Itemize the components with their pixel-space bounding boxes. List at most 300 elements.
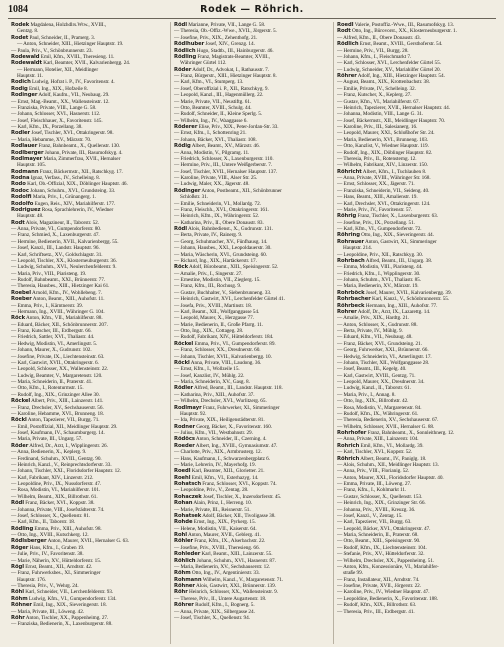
entry-surname: Rödöcs xyxy=(174,436,195,443)
entry-details: — Maria, Bedienerin, XV., Sechshauserstr. 12. xyxy=(174,563,271,570)
entry-details: Franz, Schlosser, XVI., Koppstr. 74. xyxy=(201,481,277,487)
entry-details: Wilhelm, Kanzl., V., Margaretenstr. 71. xyxy=(201,576,284,583)
entry-surname: Rödlich xyxy=(174,47,196,54)
entry-details: — Josef, Kanzl., III., Landstr. Hauptstr. 96. xyxy=(11,245,100,252)
entry-details: Franz, Bäcker, XVI., Koppstr. 38. xyxy=(24,500,95,507)
entry-details: Otto, Ing., Bürovorst., XX., Klosterneuburgerstr. 1. xyxy=(350,28,457,35)
entry-details: — Karoline, Hebamme, XVI., Brunneng. 18. xyxy=(11,410,104,417)
entry-details: Hans, Kfm., I., Graben 19. xyxy=(28,544,85,551)
entry-details: — Emma, Private, III., Löweng. 27. xyxy=(337,481,412,487)
entry-details: — Ernestine, Modistin, VII., Zieglerg. 15. xyxy=(174,277,261,283)
entry-details: — Anton, Schlosser, X., Gudrunstr. 88. xyxy=(337,321,418,328)
entry-details: Valerie, Postoffiz.-Wwe., III., Rasumofskyg. 13. xyxy=(353,22,454,28)
entry-details: — Franz, Fleischh., XVI., Ottakringerstr. 161. xyxy=(174,206,269,213)
column-1 xyxy=(8,22,170,644)
entry-details: — Franz, Schlosser, XX., Dresdnerstr. 60. xyxy=(174,347,261,354)
entry-details: — Eduard, Bäcker, XII., Schönbrunnerstr. 207. xyxy=(11,321,108,328)
entry-details: — Stefanie, Priv., XV., Hütteldorferstr. 32. xyxy=(337,551,425,558)
entry-details: — Berta, Private, IV., Mühlg. 9. xyxy=(337,328,403,334)
entry-details: — Hans, Kaufmann, I., Schwarzenbergplatz 6. xyxy=(174,455,271,462)
entry-details: — Franz, Bäcker, XVI., Grundsteing. 21. xyxy=(337,340,422,347)
entry-details: — Alois, Schuhm., XII., Meidlinger Hauptstr. 13. xyxy=(337,461,439,468)
entry-details: — Hedwig, Modistin, VI., Amerlingstr. 5. xyxy=(11,340,98,347)
entry-surname: Rodoc xyxy=(11,187,29,194)
entry-details: — Rudolf, Ing., XIX., Döblinger Hauptstr. 82. xyxy=(337,149,433,156)
entry-surname: Roebel xyxy=(11,289,32,296)
entry-details: — Otto, Kfm., I., Rotenturmstr. 15. xyxy=(11,385,84,392)
entry-details: Hugo, Stadtb., III., Hainburgerstr. 46. xyxy=(195,47,274,54)
entry-surname: Röhm xyxy=(174,570,191,577)
entry-details: — Leopold, Kanzl., III., Hagenmüllerg. 22. xyxy=(174,92,264,99)
entry-surname: Rohrer xyxy=(337,308,357,315)
entry-details: — Hermann, Hotelier, XII., Meidlinger xyxy=(17,66,99,73)
entry-details: — Maria, Schneiderin, XV., Gasg. 8. xyxy=(174,379,250,385)
entry-details: — Emil, Postoffizial, XII., Meidlinger Hauptstr. 29. xyxy=(11,423,118,430)
entry-details: Emil, Kfm., VI., Mollardg. 39. xyxy=(359,442,424,449)
entry-details: Emma, Priv., XIII., Auhofstr. 98. xyxy=(33,525,102,532)
entry-details: — Ludwig, Schneider, XV., Mariahilfer Gürtel 20. xyxy=(337,66,441,73)
entry-surname: Rodewald xyxy=(11,53,40,60)
entry-details: — Leopoldine, Priv., IX., Nussdorferstr. 47. xyxy=(11,481,102,487)
entry-details: — Rudolf, Kfm., IX., Währingerstr. 61. xyxy=(337,410,419,417)
entry-details: Karl, Ob.-Offizial, XIX., Döblinger Hauptstr. 46. xyxy=(25,181,128,188)
entry-details: — Anna, Modistin, V., Pilgramg. 11. xyxy=(174,149,250,156)
entry-details: — Charlotte, Priv., XIX., Armbrusterg. 12. xyxy=(174,449,262,456)
directory-entry xyxy=(174,615,330,621)
entry-details: — Johann, Tischler, XVII., Kalvarienbergg. 10. xyxy=(174,353,272,360)
entry-surname: Rodet xyxy=(11,34,29,41)
entry-details: — Leopold, Maurer, XXI., Schloßhofer Str. 24. xyxy=(337,130,435,137)
entry-details: — Franz, Bürgerstr., XIII., Hietzinger Hauptstr. 8. xyxy=(174,73,277,79)
entry-details: Ernst, Beamt., XVIII., Gersthoferstr. 54. xyxy=(358,41,443,48)
entry-details: Adolf, Kaufm., VII., Neubaug. 29. xyxy=(37,92,110,99)
entry-details: — Josefine, Private, IX., Liechtensteinstr. 63. xyxy=(11,353,105,360)
entry-surname: Röhr xyxy=(174,589,188,596)
entry-surname: Roedl xyxy=(174,468,191,475)
entry-details: Franz, Bahnbeamt., X., Sonnleithnerg. 12. xyxy=(366,430,455,436)
entry-surname: Röckl xyxy=(11,417,27,424)
entry-details: Karl, Beamt., XIII., Lainzerstr. 55. xyxy=(200,551,273,558)
entry-surname: Röhlich xyxy=(174,557,196,564)
entry-details: — Heinrich, Kfm., IX., Währingerstr. 52. xyxy=(174,213,260,220)
entry-surname: Rodlauer xyxy=(11,143,38,150)
entry-details: — Otto, Kanzlist, V., Wiedner Hauptstr. 119. xyxy=(337,143,429,150)
entry-details: Elise, Priv., XIX., Peter-Jordan-Str. 33. xyxy=(197,124,279,130)
entry-details: — Ernst, Kfm., I., Schottenring 21. xyxy=(174,130,247,137)
entry-details: — Karl, Gastwirt, XVIII., Gentzg. 71. xyxy=(337,372,416,379)
entry-surname: Rödl xyxy=(174,226,188,232)
entry-details: — Josef, Beamt., III., Kegelg. 40. xyxy=(337,366,407,373)
entry-details: Josef, XIV., Grenzg. 14. xyxy=(204,41,255,48)
entry-details: Alois, Gastwirt, XXI., Brünnerstr. 139. xyxy=(194,583,276,589)
entry-details: — Karl, Schlosser, XVI., Lerchenfelder Gürtel 55. xyxy=(337,60,441,67)
entry-details: Anton, Postbeamt., XII., Schönbrunner xyxy=(200,187,282,194)
entry-details: Karl, Beamter, XVII., Kalvarienbergg. 24. xyxy=(41,60,131,67)
column-2 xyxy=(170,22,333,644)
entry-surname: Rödig xyxy=(174,143,191,150)
entry-details: — Franziska, Bedienerin, X., Laxenburgerstr. 88. xyxy=(11,621,113,628)
entry-details: — Karl, Beamt., XII., Wolfganggasse 54. xyxy=(174,308,260,315)
entry-surname: Röhl xyxy=(11,589,24,596)
entry-details: — Leopold, Tischler, XX., Klosterneuburgerstr. 36. xyxy=(11,257,117,264)
entry-surname: Rödl xyxy=(11,500,25,507)
entry-details: Marianne, Private, VII., Lange G. 58. xyxy=(187,22,266,28)
entry-details: Franz, Bahnbeamt., X., Quellenstr. 130. xyxy=(37,143,121,150)
entry-details: — Karl, Drechsler, XVI., Ottakringerstr. 124. xyxy=(337,200,431,207)
entry-details: — Otto, Ing., XIX., Cottageg. 28. xyxy=(174,328,244,334)
entry-details: — Wilhelm, Drechsler, XX., Pappenheimg. 51. xyxy=(337,557,435,564)
entry-details: Maria, Priv., I., Grünangerg. 1. xyxy=(31,194,96,201)
entry-details: — Marie, Priv., IV., Favoritenstr. 57. xyxy=(337,206,413,213)
entry-details: — Anna, Private, VI., Gumpendorferstr. 80. xyxy=(11,226,102,232)
entry-details: Emil, Ing., XIX., Sieveringerstr. 18. xyxy=(31,602,107,609)
entry-details: — Helene, Modistin, VII., Kaiserstr. 64. xyxy=(174,525,257,532)
entry-details: Anton, Schneider, II., Czerning. 4. xyxy=(194,436,267,443)
entry-details: — Karoline, Private, VIII., Alser Str. 25. xyxy=(174,175,258,181)
entry-surname: Röderer xyxy=(174,124,198,130)
entry-details: — Hans, Beamt., XIII., Amalienstr. 19. xyxy=(337,194,418,201)
entry-details: Alois, Magazineur, II., Taborstr. 52. xyxy=(24,219,99,226)
entry-surname: Rohan xyxy=(174,500,193,507)
entry-details: — Gustav, Buchhalter, V., Siebenbrunneng. 33. xyxy=(174,289,272,296)
entry-surname: Röhrig xyxy=(337,213,357,220)
entry-details: Karl, Beamter, XIII., Gloriettег. 21. xyxy=(190,468,265,475)
entry-surname: Rodmann xyxy=(11,168,39,175)
entry-surname: Röhr xyxy=(11,614,25,621)
entry-surname: Rögl xyxy=(11,563,25,570)
entry-surname: Rödlich xyxy=(337,41,359,48)
entry-details: — Richard, Ing., XIX., Hartäckerstr. 17. xyxy=(174,257,257,264)
entry-details: — Josef, Fleischhauer, X., Favoritenstr. 145. xyxy=(11,117,103,124)
entry-details: — Josef, Tischler, X., Quellenstr. 94. xyxy=(174,614,250,621)
entry-details: — Franz, Installateur, XII., Arndtstr. 74. xyxy=(337,576,420,583)
entry-details: — Gustav, Schlosser, X., Quellenstr. 153. xyxy=(337,493,423,500)
entry-details: — Theresia, Priv., III., Erdbergstr. 41. xyxy=(337,608,415,615)
entry-details: Emma, Priv., VI., Gumpendorferstr. 89. xyxy=(193,340,276,347)
entry-details: Hauptstr. 105. xyxy=(17,162,46,169)
entry-details: Hauptstr. 214. xyxy=(343,245,372,252)
entry-details: Hauptstr. 11. xyxy=(17,73,44,79)
entry-details: — Karl, Gastwirt, XVII., Ottakringerstr. 6. xyxy=(11,359,99,366)
entry-details: — Gustav, Kfm., VI., Mariahilferstr. 67. xyxy=(337,98,420,105)
entry-details: Heinrich, Schlosser, XX., Wallensteinstr. 9. xyxy=(187,589,278,596)
entry-details: — Josef, Schlosser, X., Quellenstr. 81. xyxy=(11,512,91,519)
entry-details: Gentzg. 8. xyxy=(17,28,39,35)
entry-details: — Karl, Kfm., II., Taborstr. 18. xyxy=(11,519,76,526)
entry-details: Alfred, Dr., Arzt, I., Wipplingerstr. 26. xyxy=(28,442,108,449)
entry-details: — Heinrich, Gastwirt, XVI., Lerchenfelder Gürtel 41. xyxy=(174,296,285,303)
entry-details: — Theresia, Hausbes., XIII., Hietzinger Kai 61. xyxy=(11,283,110,290)
entry-details: — Rudolf, Ing., XIX., Grinzinger Allee 30. xyxy=(11,391,100,398)
entry-surname: Rödling xyxy=(11,525,34,532)
entry-details: — Anna, Priv., VIII., Florianig. 52. xyxy=(337,468,410,475)
entry-details: Währinger Gürtel 112. xyxy=(180,60,227,67)
entry-details: — Anna, Private, XIII., Lainzerstr. 104. xyxy=(337,436,419,443)
entry-details: — Amalie, Priv., I., Singerstr. 27. xyxy=(174,270,243,277)
entry-details: Rudolf, Kfm., I., Bognerg. 5. xyxy=(193,602,255,609)
entry-details: — Anna, Bedienerin, X., Keplerg. 9. xyxy=(11,449,87,456)
entry-details: Karl, Kanzl., V., Schönbrunnerstr. 55. xyxy=(370,296,450,303)
entry-details: — Julius, Kfm., VII., Westbahnstr. 29. xyxy=(174,430,253,436)
entry-surname: Rohrhofer xyxy=(337,430,367,436)
entry-details: — Anton, Schneider, XIII., Hietzinger Hauptstr. 19. xyxy=(17,41,124,48)
entry-details: — Wilhelm, Schlosser, XVII., Hernalser G. 88. xyxy=(337,423,435,430)
entry-details: — Franz, Kutscher, X., Keplerg. 27. xyxy=(337,92,412,99)
entry-surname: Rodner xyxy=(174,423,195,430)
entry-surname: Rodich xyxy=(11,79,31,86)
entry-details: Rosa, Sprachlehrerin, IV., Wiedner xyxy=(40,206,114,213)
entry-details: Ignaz, Verfass., IV., Schelleing. 8. xyxy=(29,175,101,181)
entry-surname: Rohrich xyxy=(337,442,360,449)
entry-details: — Ferdinand, Schuhm., XVIII., Gentzg. 90. xyxy=(11,455,102,462)
entry-details: Albert, Ing., XVIII., Gymnasiumstr. 47. xyxy=(194,442,278,449)
entry-details: Ernst, Beamt., XII., Arndtstr. 42. xyxy=(24,563,93,570)
entry-details: Anton, Kfm., VII., Mariahilferstr. 88. xyxy=(25,315,103,322)
entry-details: — Julie, Priv., IV., Favoritenstr. 38. xyxy=(11,551,84,558)
entry-details: Adolf, Bürobeamt., XIII., Speisingerstr. 52. xyxy=(188,264,279,271)
entry-details: — Leopold, Maurer, XX., Dresdnerstr. 34. xyxy=(337,379,425,385)
entry-details: — Ludwig, Maler, XX., Jägerstr. 48. xyxy=(174,181,250,188)
entry-surname: Rodo xyxy=(11,181,26,188)
entry-details: Magdalena, Holzhdlrs.Wtw., XVIII., xyxy=(29,22,107,28)
entry-details: — Marie, Private, III., Reisnerstr. 51. xyxy=(174,506,251,513)
entry-surname: Rodewaldt xyxy=(11,60,42,67)
entry-details: Albert, Kfm., I., Tuchlauben 8. xyxy=(361,168,427,175)
entry-details: — Marie, Bedienerin, II., Große Pfarrg. 11. xyxy=(174,321,264,328)
page-number: 1084 xyxy=(8,4,28,15)
entry-surname: Rödler xyxy=(174,385,194,392)
entry-details: Albert, Beamt., IV., Paniglg. 18. xyxy=(359,455,427,462)
entry-surname: Rödling xyxy=(174,53,197,60)
column-3 xyxy=(333,22,496,644)
entry-details: — Rudolf, Schneider, II., Kleine Sperlg. 5. xyxy=(174,111,263,118)
entry-details: Ludwig, Hofrat i. P., IV., Favoritenstr. 4. xyxy=(30,79,115,86)
entry-surname: Rödlhuber xyxy=(174,41,205,48)
entry-details: — Wilhelm, Drechsler, XVI., Wurlitzerg. 65. xyxy=(174,398,267,405)
page-header xyxy=(8,4,496,19)
entry-surname: Röger xyxy=(11,544,29,551)
entry-details: Johann, Private, III., Rasumofskyg. 4. xyxy=(43,149,123,156)
entry-details: — Ludwig, Kanzl., II., Taborstr. 61. xyxy=(337,385,411,392)
entry-details: Maria, Zimmerfrau, XVII., Hernalser xyxy=(42,155,121,162)
entry-surname: Rodlmayr xyxy=(174,404,202,411)
entry-details: — Josef, Bäckermstr., XII., Meidlinger Hauptstr. 70. xyxy=(337,117,446,124)
entry-details: — Karl, Kfm., IX., Porzellang. 38. xyxy=(11,124,83,130)
entry-details: — Therese, Priv., II., Untere Augartenstr. 18. xyxy=(174,595,267,602)
entry-details: — Otto, Ing., XIX., Billrothstr. 42. xyxy=(337,398,409,405)
entry-details: — Maria, Priv., VIII., Piaristeng. 19. xyxy=(11,270,87,277)
entry-details: — Otto, Beamter, XVIII., Schulg. 44. xyxy=(174,104,252,111)
entry-details: — Anton, Maurer, XXI., Floridsdorfer Hauptstr. 40. xyxy=(337,474,444,481)
entry-surname: Rohrböck xyxy=(337,289,365,296)
entry-surname: Röckl xyxy=(174,359,190,366)
entry-details: Ludwig, Kfm., VI., Gumpendorferstr. 134. xyxy=(27,595,117,602)
entry-details: — Johann, Hausbes., XXI., Leopoldauerstr. 30. xyxy=(174,245,272,252)
entry-details: — August, Beamt., XIX., Krottenbachstr. 38. xyxy=(337,79,430,86)
entry-surname: Röder xyxy=(11,442,29,449)
entry-details: — Josefine, Priv., IX., Porzellang. 51. xyxy=(337,219,415,226)
entry-surname: Rohl xyxy=(174,532,187,538)
entry-details: — Hermann, Ing., XVIII., Währinger G. 104. xyxy=(11,308,105,315)
entry-details: — Maria, Schneiderin, II., Praterstr. 68. xyxy=(337,532,419,538)
page-title: Rodek — Röhrich. xyxy=(200,4,304,15)
entry-details: — Leopold, Schlosser, XX., Wallensteinstr. 22. xyxy=(11,366,109,373)
entry-surname: Rohrbacher xyxy=(337,296,371,303)
entry-details: — Karl, Schriftsetz., XV., Goldschlagstr. 31. xyxy=(11,251,103,258)
entry-details: — Heinrich, Ing., XIX., Grinzinger Str. 66. xyxy=(337,500,426,507)
entry-details: — Alfred, Kfm., II., Obere Donaustr. 43. xyxy=(337,34,421,41)
entry-details: — Karl, Fabrikant, XIV., Linzerstr. 212. xyxy=(11,474,94,481)
entry-details: — Karoline, Priv., III., Salesianerg. 16. xyxy=(337,124,418,130)
entry-details: — Franz, Kfm., III., Rochusg. 9. xyxy=(174,283,242,290)
entry-details: — Anton, Kfm., Konzessionäre, VI., Mariahilfer- xyxy=(337,563,439,570)
entry-details: — Johanna, Modistin, VIII., Lange G. 31. xyxy=(337,111,424,118)
entry-details: — Franz, Kutscher, III., Erdbergstr. 66. xyxy=(11,328,92,334)
entry-details: Otto, Ing., IV., Argentinierstr. 33. xyxy=(190,570,260,577)
entry-details: — Maria, Private, III., Löweng. 42. xyxy=(11,608,85,615)
entry-details: Adolf, Dr., Advokat, I., Rathausstr. 7. xyxy=(191,66,269,73)
entry-details: — Wilhelm, Fabrikant, XIV., Linzerstr. 150. xyxy=(337,162,428,169)
entry-surname: Röhner xyxy=(174,583,195,589)
entry-surname: Röhrich xyxy=(337,455,360,462)
entry-details: — Karoline, Priv., IV., Wiedner Hauptstr. 47. xyxy=(337,589,430,596)
entry-details: — Franz, Kfm., I., Kohlmarkt 11. xyxy=(337,487,407,494)
entry-surname: Roeder xyxy=(174,442,195,449)
entry-details: Alfred, Beamt., III., Landstr. Hauptstr. 118. xyxy=(193,385,283,392)
entry-details: — Johann, Kfm., I., Fleischmarkt 7. xyxy=(337,53,412,60)
entry-details: Schloßstr. 31. xyxy=(180,194,209,201)
entry-surname: Rodt xyxy=(11,219,25,226)
entry-details: Adolf, Bäcker, XII., Tivoligasse 38. xyxy=(201,512,276,519)
entry-surname: Rodlmayer xyxy=(11,155,43,162)
entry-surname: Röck xyxy=(174,264,189,271)
entry-details: — Hermine, Bedienerin, XVII., Kalvarienbergg. 55. xyxy=(11,238,119,245)
entry-details: — Rosa, Modistin, VI., Mariahilferstr. 101. xyxy=(11,487,101,494)
entry-details: — Franz, Fuhrwerksbes., XI., Simmeringer xyxy=(11,570,101,577)
entry-details: — Ernst, Mag.-Beamt., XX., Wallensteinstr. 12. xyxy=(11,98,110,105)
entry-details: Franz, Bäckermstr., XII., Ratschkyg. 17. xyxy=(38,168,123,175)
entry-details: — Emma, Modistin, VIII., Piaristeng. 44. xyxy=(337,264,423,271)
entry-details: — Rudolf, Kfm., XIX., Billrothstr. 63. xyxy=(337,602,417,609)
entry-details: — Leopold, Maurer, X., Herzgasse 77. xyxy=(174,315,254,322)
entry-surname: Rodig xyxy=(11,85,28,92)
entry-details: — Friedrich, Sattler, XVI., Thaliastr. 44. xyxy=(11,334,95,341)
entry-details: Ernst, Ing., XIX., Pyrkerg. 15. xyxy=(192,519,256,526)
entry-details: — Josefa, Priv., XVIII., Martinstr. 18. xyxy=(174,302,252,309)
entry-details: — Johann, Tischler, XXI., Floridsdorfer Hauptstr. 12. xyxy=(11,468,122,475)
entry-details: Alfred, Beamt., III., Ungarg. 38. xyxy=(364,257,433,264)
entry-details: — Josef, Tischler, XVII., Hernalser Hauptstr. 137. xyxy=(174,168,278,175)
entry-surname: Rodlberger xyxy=(11,149,44,156)
entry-details: — Josef, Kaufmann, IV., Schaumburgerg. 14. xyxy=(11,430,105,436)
entry-details: Georg, Bäcker, X., Favoritenstr. 160. xyxy=(195,423,272,430)
entry-details: — Ida, Private, XIX., Heiligenstädterstr. 81. xyxy=(174,417,265,424)
entry-details: — Rudolf, Kfm., IX., Liechtensteinstr. 104. xyxy=(337,544,427,551)
entry-details: Franz, Magistrats-Beamter, XVIII., xyxy=(196,53,270,60)
entry-surname: Rohde xyxy=(174,519,193,526)
entry-details: Emil, Kfm., VI., Esterhazyg. 14. xyxy=(190,474,259,481)
entry-details: Anton, Gastwirt, XI., Simmeringer xyxy=(364,238,437,245)
entry-details: Otto, Ing., XIX., Sieveringerstr. 44. xyxy=(359,232,434,239)
entry-surname: Rohrbach xyxy=(337,257,365,264)
entry-details: — Josef, Oberoffizial i. P., XII., Ratschkyg. 9. xyxy=(174,85,269,92)
entry-details: Anton, Maurer, XVII., Hernalser G. 63. xyxy=(46,538,130,545)
entry-details: Alain, Prinz, I., Herreng. 10. xyxy=(192,500,252,507)
entry-details: — Wilhelm, Ing., IV., Waaggasse 6. xyxy=(174,117,248,124)
entry-details: Hauptstr. 176. xyxy=(17,576,46,583)
entry-surname: Roehl xyxy=(174,474,191,481)
entry-surname: Rodek xyxy=(11,22,30,28)
entry-details: — Karl, Kfm., VI., Gumpendorferstr. 72. xyxy=(337,226,422,232)
entry-details: — Josefine, Priv., XIX., Zehenthofg. 21. xyxy=(174,34,258,41)
entry-surname: Rödl xyxy=(174,22,188,28)
entry-details: Anna, Private, VIII., Laudong. 36. xyxy=(189,359,262,366)
entry-details: — Johann, Bäcker, XVI., Thaliastr. 108. xyxy=(174,136,257,143)
entry-surname: Rodt xyxy=(337,28,351,35)
entry-surname: Rohatsch xyxy=(174,481,202,487)
entry-details: straße 99. xyxy=(343,570,363,577)
entry-details: — Heinrich, Tapezierer, XVII., Hernalser Hauptstr. 44. xyxy=(337,104,450,111)
entry-details: — Marie, Näherin, XV., Hütteldorferstr. 15. xyxy=(11,557,102,564)
entry-surname: Rodler xyxy=(11,130,31,137)
entry-details: — Georg, Fuhrwerker, XXI., Brünnerstr. 66. xyxy=(337,347,429,354)
entry-details: — Otto, Ing., XVIII., Kutschkerg. 12. xyxy=(11,532,89,538)
entry-details: — Maria, Wäscherin, XVI., Grundsteing. 60. xyxy=(174,251,268,258)
entry-details: — Leopoldine, Priv., V., Zentag. 28. xyxy=(174,487,249,494)
entry-details: — Friedrich, Kfm., I., Wipplingerstr. 30. xyxy=(337,270,421,277)
directory-entry xyxy=(337,609,493,615)
entry-details: Paul, Schneider, II., Pramerg. 3. xyxy=(28,34,95,41)
entry-details: Franz, Fuhrwerker, XI., Simmeringer xyxy=(201,404,280,411)
entry-surname: Röhler xyxy=(174,538,194,545)
entry-details: — Leopold, Bäcker, XVI., Ottakringerstr. 47. xyxy=(337,525,431,532)
entry-details: Anton, Maurer, XVII., Geblerg. 41. xyxy=(187,532,261,538)
directory-entry xyxy=(11,621,167,627)
entry-details: — Franz, Drechsler, XV., Sechshauserstr. 56. xyxy=(11,404,104,411)
entry-details: — Theresia, Ob.-Offiz.-Wwe., XVII., Jörgerstr. 5. xyxy=(174,28,277,35)
entry-details: — Georg, Schuhmacher, XV., Fünfhausg. 14. xyxy=(174,238,268,245)
entry-details: — Berta, Private, IV., Rainerg. 9. xyxy=(174,232,243,239)
entry-details: — Franziska, Private, VIII., Lange G. 58. xyxy=(11,104,97,111)
entry-surname: Röhrer xyxy=(337,73,357,79)
entry-details: — Marie, Private, VII., Neustiftg. 61. xyxy=(174,98,252,105)
entry-details: — Katharina, Priv., XIII., Auhofstr. 37. xyxy=(174,391,255,398)
entry-details: Arnold, Kfm., IV., Wohllebeng. 7. xyxy=(31,289,102,296)
entry-details: — Franziska, Schneiderin, VII., Seideng. 40. xyxy=(337,187,430,194)
entry-details: — Katharina, Priv., II., Obere Donaustr. 83. xyxy=(174,219,264,226)
entry-details: — Theresia, Bedienerin, XV., Sechshauserstr. 67. xyxy=(337,417,439,424)
entry-details: — Ludwig, Beamter, V., Margaretenstr. 120. xyxy=(11,372,103,379)
entry-surname: Röckel xyxy=(11,398,31,405)
entry-surname: Rodriguez xyxy=(11,206,41,213)
entry-details: — Johanna, Priv., XVIII., Kreuzg. 36. xyxy=(337,506,416,513)
entry-details: — Ernst, Kfm., I., Wollzeile 15. xyxy=(174,366,240,373)
entry-details: Karl, Schneider, VII., Lerchenfelderstr. 93. xyxy=(24,589,114,596)
entry-surname: Rödlsberger xyxy=(11,538,47,545)
entry-surname: Roedl xyxy=(337,22,354,28)
entry-details: Anton, Beamt., XIII., Auhofstr. 11. xyxy=(31,296,105,303)
entry-details: — Emilie, Private, IV., Schelleing. 32. xyxy=(337,85,416,92)
entry-details: Josef, Maurer, XVII., Kalvarienbergg. 39. xyxy=(364,289,452,296)
entry-details: — Josef, Kanzlist, IV., Mühlg. 22. xyxy=(174,372,245,379)
entry-details: Josef, Tischler, XVI., Ottakringerstr. 98. xyxy=(30,130,114,137)
entry-details: — Wilhelm, Beamt., XIX., Billrothstr. 61. xyxy=(11,493,98,500)
entry-details: — Johann, Schuhm., XVI., Thaliastr. 85. xyxy=(337,277,421,283)
entry-details: — Maria, Bedienerin, XV., Märzstr. 19. xyxy=(337,283,419,290)
entry-details: — Leopoldine, Priv., XII., Ratschkyg. 30. xyxy=(337,251,423,258)
entry-details: — Johann, Schlosser, XVI., Hasnerstr. 112. xyxy=(11,111,101,118)
entry-surname: Röhm xyxy=(11,595,28,602)
